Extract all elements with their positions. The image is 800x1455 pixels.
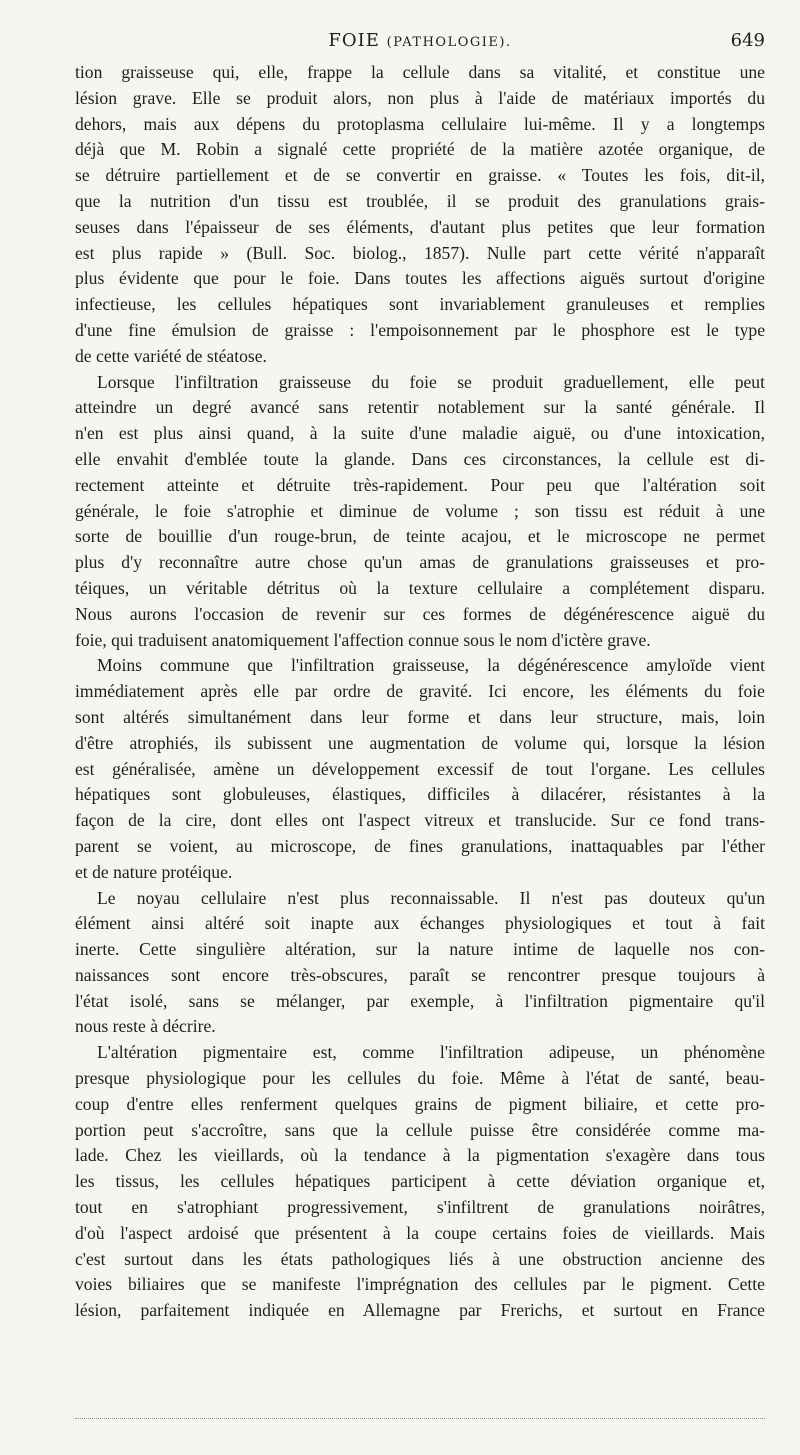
text-line: immédiatement après elle par ordre de gravité. Ici encore, les éléments du foie bbox=[75, 681, 765, 702]
text-line: que la nutrition d'un tissu est troublée, il se produit des granulations grais- bbox=[75, 190, 765, 211]
text-line: hépatiques sont globuleuses, élastiques, difficiles à dilacérer, résistantes à la bbox=[75, 784, 765, 805]
text-line: se détruire partiellement et de se convertir en graisse. « Toutes les fois, dit-il, bbox=[75, 165, 765, 186]
text-line: Moins commune que l'infiltration graisseuse, la dégénérescence amyloïde vient bbox=[97, 655, 765, 676]
text-line: façon de la cire, dont elles ont l'aspect vitreux et translucide. Sur ce fond trans- bbox=[75, 810, 765, 831]
text-line: d'où l'aspect ardoisé que présentent à la coupe certains foies de vieillards. Mais bbox=[75, 1222, 765, 1243]
text-line: n'en est plus ainsi quand, à la suite d'une maladie aiguë, ou d'une intoxication, bbox=[75, 423, 765, 444]
text-line: nous reste à décrire. bbox=[75, 1016, 216, 1037]
text-line: Lorsque l'infiltration graisseuse du foie se produit graduellement, elle peut bbox=[97, 371, 765, 392]
text-line: naissances sont encore très-obscures, paraît se rencontrer presque toujours à bbox=[75, 964, 765, 985]
text-line: dehors, mais aux dépens du protoplasma cellulaire lui-même. Il y a longtemps bbox=[75, 113, 765, 134]
text-line: elle envahit d'emblée toute la glande. Dans ces circonstances, la cellule est di- bbox=[75, 448, 765, 469]
text-line: l'état isolé, sans se mélanger, par exemple, à l'infiltration pigmentaire qu'il bbox=[75, 990, 765, 1011]
text-line: Le noyau cellulaire n'est plus reconnaissable. Il n'est pas douteux qu'un bbox=[97, 887, 765, 908]
text-line: d'être atrophiés, ils subissent une augmentation de volume qui, lorsque la lésion bbox=[75, 732, 765, 753]
text-line: est généralisée, amène un développement excessif de tout l'organe. Les cellules bbox=[75, 758, 765, 779]
text-line: de cette variété de stéatose. bbox=[75, 345, 267, 366]
text-line: plus d'y reconnaître autre chose qu'un amas de granulations graisseuses et pro- bbox=[75, 552, 765, 573]
text-line: déjà que M. Robin a signalé cette propriété de la matière azotée organique, de bbox=[75, 139, 765, 160]
text-line: téiques, un véritable détritus où la texture cellulaire a complétement disparu. bbox=[75, 577, 765, 598]
text-line: coup d'entre elles renferment quelques grains de pigment biliaire, et cette pro- bbox=[75, 1093, 765, 1114]
text-line: atteindre un degré avancé sans retentir notablement sur la santé générale. Il bbox=[75, 397, 765, 418]
text-line: foie, qui traduisent anatomiquement l'affection connue sous le nom d'ictère grave. bbox=[75, 629, 651, 650]
text-line: sorte de bouillie d'un rouge-brun, de teinte acajou, et le microscope ne permet bbox=[75, 526, 765, 547]
text-line: est plus rapide » (Bull. Soc. biolog., 1857). Nulle part cette vérité n'apparaît bbox=[75, 242, 765, 263]
body-text bbox=[75, 60, 765, 1324]
text-line: lésion, parfaitement indiquée en Allemagne par Frerichs, et surtout en France bbox=[75, 1300, 765, 1321]
running-header bbox=[75, 30, 765, 54]
text-line: plus évidente que pour le foie. Dans toutes les affections aiguës surtout d'origine bbox=[75, 268, 765, 289]
text-line: presque physiologique pour les cellules du foie. Même à l'état de santé, beau- bbox=[75, 1068, 765, 1089]
running-title-main: FOIE bbox=[328, 30, 380, 51]
text-line: Nous aurons l'occasion de revenir sur ces formes de dégénérescence aiguë du bbox=[75, 603, 765, 624]
text-line: c'est surtout dans les états pathologiques liés à une obstruction ancienne des bbox=[75, 1248, 765, 1269]
text-line: L'altération pigmentaire est, comme l'infiltration adipeuse, un phénomène bbox=[97, 1042, 765, 1063]
text-line: d'une fine émulsion de graisse : l'empoisonnement par le phosphore est le type bbox=[75, 319, 765, 340]
text-line: lésion grave. Elle se produit alors, non plus à l'aide de matériaux importés du bbox=[75, 87, 765, 108]
text-line: tion graisseuse qui, elle, frappe la cellule dans sa vitalité, et constitue une bbox=[75, 62, 765, 82]
text-line: portion peut s'accroître, sans que la cellule puisse être considérée comme ma- bbox=[75, 1119, 765, 1140]
text-line: générale, le foie s'atrophie et diminue de volume ; son tissu est réduit à une bbox=[75, 500, 765, 521]
text-line: les tissus, les cellules hépatiques participent à cette déviation organique et, bbox=[75, 1171, 765, 1192]
text-line: parent se voient, au microscope, de fines granulations, inattaquables par l'éther bbox=[75, 835, 765, 856]
text-line: tout en s'atrophiant progressivement, s'infiltrent de granulations noirâtres, bbox=[75, 1197, 765, 1218]
text-line: sont altérés simultanément dans leur forme et dans leur structure, mais, loin bbox=[75, 706, 765, 727]
text-line: rectement atteinte et détruite très-rapidement. Pour peu que l'altération soit bbox=[75, 474, 765, 495]
text-line: élément ainsi altéré soit inapte aux échanges physiologiques et tout à fait bbox=[75, 913, 765, 934]
text-line: infectieuse, les cellules hépatiques sont invariablement granuleuses et remplies bbox=[75, 294, 765, 315]
running-title-sub: (PATHOLOGIE). bbox=[386, 35, 512, 50]
footer-rule bbox=[75, 1418, 765, 1419]
running-title bbox=[75, 30, 765, 51]
text-line: lade. Chez les vieillards, où la tendance à la pigmentation s'exagère dans tous bbox=[75, 1145, 765, 1166]
text-line: inerte. Cette singulière altération, sur la nature intime de laquelle nos con- bbox=[75, 939, 765, 960]
text-line: seuses dans l'épaisseur de ses éléments, d'autant plus petites que leur formation bbox=[75, 216, 765, 237]
page-number: 649 bbox=[730, 30, 765, 51]
text-line: voies biliaires que se manifeste l'imprégnation des cellules par le pigment. Cette bbox=[75, 1274, 765, 1295]
text-line: et de nature protéique. bbox=[75, 861, 233, 882]
